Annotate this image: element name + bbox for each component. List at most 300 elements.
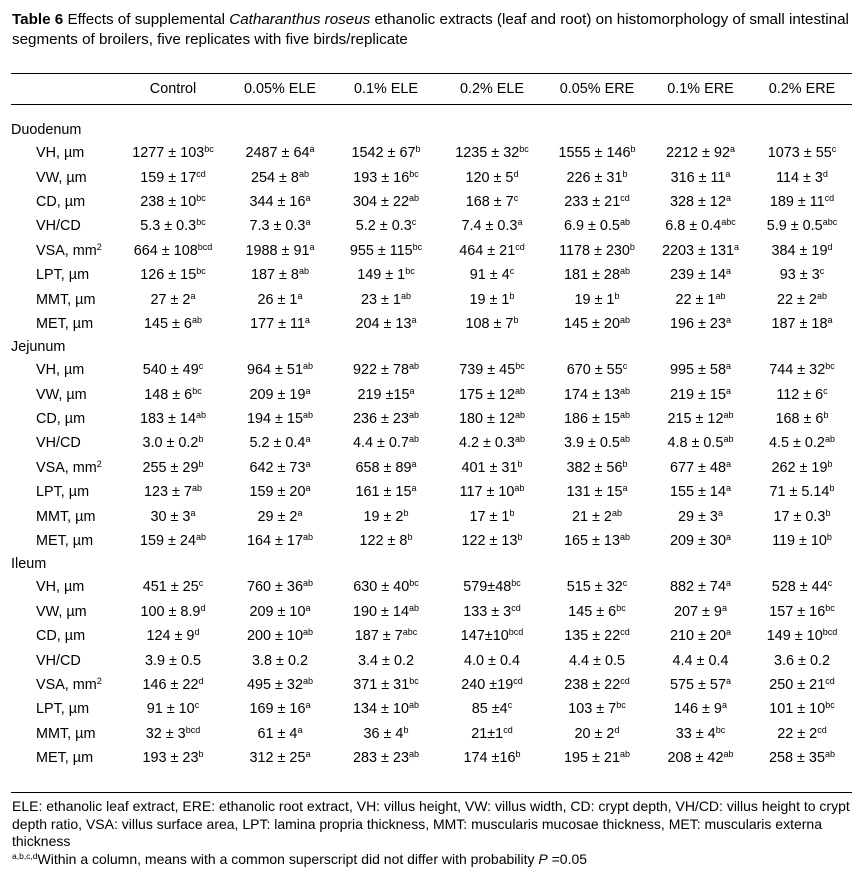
table-cell <box>545 165 649 189</box>
cell-value: 5.9 ± 0.5 <box>766 218 823 235</box>
cell-superscript: bc <box>192 385 202 396</box>
cell-value: 200 ± 10 <box>247 628 303 645</box>
row-label-text: LPT, µm <box>36 484 90 501</box>
cell-superscript: bc <box>196 266 206 277</box>
table-cell <box>227 624 333 648</box>
col-header: 0.05% ELE <box>243 80 316 97</box>
cell-value: 32 ± 3 <box>145 725 186 742</box>
cell-value: 4.4 ± 0.7 <box>353 435 409 452</box>
cell-value: 6.9 ± 0.5 <box>564 218 620 235</box>
cell-superscript: d <box>200 602 206 613</box>
cell-value: 2487 ± 64 <box>245 145 310 162</box>
cell-superscript: d <box>513 168 519 179</box>
cell-superscript: bc <box>515 361 525 372</box>
cell-superscript: ab <box>619 410 630 421</box>
cell-superscript: a <box>411 458 417 469</box>
cell-value: 145 ± 6 <box>144 315 192 332</box>
cell-value: 316 ± 11 <box>670 169 726 186</box>
row-label <box>11 141 119 165</box>
table-cell <box>333 190 439 214</box>
table-row <box>11 529 852 553</box>
cell-value: 575 ± 57 <box>670 677 726 693</box>
cell-value: 1542 ± 67 <box>351 145 416 162</box>
table-cell <box>119 358 227 382</box>
table-cell <box>545 673 649 697</box>
cell-value: 29 ± 2 <box>257 508 298 525</box>
cell-value: 168 ± 7 <box>465 193 514 210</box>
cell-superscript: ab <box>723 410 734 421</box>
cell-superscript: bc <box>825 602 835 613</box>
table-cell <box>333 383 439 407</box>
cell-superscript: a <box>725 314 731 325</box>
table-cell <box>752 239 852 263</box>
cell-superscript: a <box>305 700 311 711</box>
table-cell <box>119 624 227 648</box>
cell-value: 670 ± 55 <box>566 362 623 379</box>
col-header: 0.1% ELE <box>354 80 418 97</box>
cell-superscript: ab <box>514 434 525 445</box>
cell-superscript: b <box>826 532 832 543</box>
cell-superscript: c <box>622 578 628 589</box>
row-label <box>11 239 119 263</box>
cell-superscript: c <box>827 578 833 589</box>
table-cell <box>439 407 545 431</box>
cell-superscript: ab <box>400 290 411 301</box>
caption-species: Catharanthus roseus <box>229 11 371 28</box>
significance-superscripts: a,b,c,d <box>12 850 38 861</box>
cell-value: 1988 ± 91 <box>245 242 310 259</box>
table-row <box>11 480 852 504</box>
cell-superscript: a <box>190 290 196 301</box>
table-row <box>11 624 852 648</box>
cell-value: 236 ± 23 <box>353 411 409 428</box>
cell-value: 262 ± 19 <box>771 459 828 476</box>
row-label-text: MET, µm <box>36 533 94 550</box>
table-cell <box>649 697 752 721</box>
table-cell <box>119 673 227 697</box>
cell-value: 186 ± 15 <box>564 411 620 428</box>
cell-value: 149 ± 1 <box>357 267 406 284</box>
header-stub <box>11 73 119 104</box>
cell-value: 20 ± 2 <box>574 725 615 742</box>
table-cell <box>119 383 227 407</box>
cell-superscript: a <box>725 168 731 179</box>
cell-superscript: a <box>725 192 731 203</box>
cell-value: 7.3 ± 0.3 <box>249 218 306 235</box>
cell-value: 382 ± 56 <box>566 459 623 476</box>
table-cell <box>333 504 439 528</box>
table-cell <box>752 529 852 553</box>
table-cell <box>333 673 439 697</box>
cell-superscript: cd <box>515 241 525 252</box>
table-cell <box>227 358 333 382</box>
cell-value: 254 ± 8 <box>251 169 299 186</box>
cell-value: 209 ± 30 <box>670 533 726 550</box>
table-row <box>11 263 852 287</box>
row-label <box>11 673 119 697</box>
cell-value: 124 ± 9 <box>146 628 195 645</box>
cell-superscript: bc <box>825 361 835 372</box>
cell-superscript: a <box>304 314 310 325</box>
table-cell <box>333 407 439 431</box>
table-cell <box>439 214 545 238</box>
cell-value: 168 ± 6 <box>775 411 824 428</box>
table-cell <box>545 529 649 553</box>
cell-value: 17 ± 0.3 <box>773 508 826 525</box>
table-cell <box>333 456 439 480</box>
cell-superscript: ab <box>723 434 734 445</box>
cell-superscript: ab <box>408 361 419 372</box>
table-cell <box>439 312 545 336</box>
cell-superscript: ab <box>408 434 419 445</box>
cell-value: 312 ± 25 <box>249 750 306 767</box>
table-cell <box>545 600 649 624</box>
cell-superscript: d <box>198 676 204 686</box>
bottom-rule <box>11 792 852 793</box>
cell-value: 159 ± 20 <box>249 484 306 501</box>
cell-value: 5.2 ± 0.4 <box>249 435 306 452</box>
cell-superscript: ab <box>408 700 419 711</box>
table-cell <box>752 312 852 336</box>
cell-superscript: a <box>305 434 311 445</box>
cell-superscript: c <box>823 385 828 396</box>
section-row <box>11 553 852 575</box>
cell-value: 91 ± 10 <box>146 701 195 718</box>
row-label <box>11 165 119 189</box>
cell-value: 189 ± 11 <box>769 193 825 210</box>
table-row <box>11 456 852 480</box>
abbreviations-note: ELE: ethanolic leaf extract, ERE: ethanolic root extract, VH: villus height, VW: villus width, CD: crypt depth, VH/CD: villus height to crypt depth ratio, VSA: villus surface area, LPT: lamina propria thickness, MMT: muscularis mucosae thickness, MET: muscularis externa thickness <box>12 798 850 850</box>
row-label <box>11 407 119 431</box>
cell-value: 196 ± 23 <box>670 315 726 332</box>
table-cell <box>333 697 439 721</box>
cell-superscript: a <box>305 385 311 396</box>
cell-superscript: a <box>409 385 415 396</box>
cell-value: 451 ± 25 <box>142 579 199 596</box>
cell-value: 239 ± 14 <box>670 267 726 284</box>
cell-value: 250 ± 21 <box>769 677 826 693</box>
table-cell <box>752 263 852 287</box>
table-row <box>11 165 852 189</box>
cell-superscript: a <box>725 627 731 638</box>
table-cell <box>439 141 545 165</box>
table-row <box>11 214 852 238</box>
table-cell <box>752 141 852 165</box>
cell-value: 30 ± 3 <box>150 508 191 525</box>
cell-superscript: a <box>729 144 735 155</box>
significance-text: Within a column, means with a common superscript did not differ with probability <box>37 850 539 867</box>
cell-value: 103 ± 7 <box>568 701 617 718</box>
table-cell <box>227 697 333 721</box>
row-label <box>11 263 119 287</box>
table-cell <box>227 456 333 480</box>
table-cell <box>649 575 752 599</box>
row-label-text: VH/CD <box>36 435 81 452</box>
cell-value: 219 ±15 <box>357 386 410 403</box>
cell-superscript: c <box>507 700 513 711</box>
cell-value: 515 ± 32 <box>566 579 623 596</box>
table-cell <box>227 383 333 407</box>
cell-value: 112 ± 6 <box>776 386 824 403</box>
cell-value: 108 ± 7 <box>465 315 514 332</box>
cell-value: 61 ± 4 <box>257 725 298 742</box>
cell-value: 100 ± 8.9 <box>140 603 201 620</box>
cell-superscript: a <box>725 266 731 277</box>
cell-superscript: a <box>517 217 523 228</box>
cell-value: 6.8 ± 0.4 <box>665 218 722 235</box>
table-cell <box>545 214 649 238</box>
table-cell <box>649 504 752 528</box>
cell-superscript: ab <box>619 749 630 760</box>
row-label <box>11 575 119 599</box>
cell-superscript: a <box>305 602 311 613</box>
col-header: 0.2% ELE <box>460 80 524 97</box>
cell-value: 760 ± 36 <box>247 579 303 596</box>
cell-value: 147±10 <box>460 628 509 645</box>
cell-value: 85 ±4 <box>471 701 508 718</box>
cell-value: 3.6 ± 0.2 <box>774 652 830 669</box>
table-cell <box>545 312 649 336</box>
cell-superscript: a <box>725 361 731 372</box>
table-cell <box>545 504 649 528</box>
cell-value: 664 ± 108 <box>133 242 198 259</box>
cell-superscript: a <box>827 314 833 325</box>
cell-value: 579±48 <box>463 579 512 596</box>
cell-value: 101 ± 10 <box>769 701 826 718</box>
cell-value: 371 ± 31 <box>353 677 410 693</box>
cell-value: 93 ± 3 <box>779 267 820 284</box>
cell-value: 22 ± 2 <box>777 725 818 742</box>
row-label <box>11 287 119 311</box>
row-label <box>11 722 119 746</box>
cell-value: 210 ± 20 <box>670 628 726 645</box>
table-row <box>11 575 852 599</box>
table-row <box>11 358 852 382</box>
table-cell <box>752 358 852 382</box>
cell-superscript: b <box>829 483 835 494</box>
table-cell <box>227 287 333 311</box>
cell-value: 3.8 ± 0.2 <box>252 652 308 669</box>
cell-superscript: b <box>517 458 523 469</box>
cell-superscript: ab <box>619 314 630 325</box>
table-cell <box>227 407 333 431</box>
cell-value: 187 ± 7 <box>354 628 403 645</box>
cell-value: 190 ± 14 <box>353 603 409 620</box>
table-cell <box>439 358 545 382</box>
cell-superscript: a <box>733 241 739 252</box>
cell-value: 495 ± 32 <box>247 677 303 693</box>
cell-superscript: ab <box>195 410 206 421</box>
cell-superscript: ab <box>195 532 206 543</box>
table-cell <box>439 165 545 189</box>
cell-value: 955 ± 115 <box>349 242 413 259</box>
row-label-text: MET, µm <box>36 750 94 767</box>
table-cell <box>119 312 227 336</box>
section-heading: Duodenum <box>11 122 82 138</box>
cell-superscript: ab <box>723 749 734 760</box>
row-label <box>11 190 119 214</box>
cell-superscript: ab <box>408 410 419 421</box>
cell-superscript: c <box>622 361 628 372</box>
cell-value: 161 ± 15 <box>355 484 412 501</box>
table-cell <box>333 165 439 189</box>
table-cell <box>649 141 752 165</box>
table-cell <box>649 239 752 263</box>
cell-superscript: bc <box>409 676 419 686</box>
table-cell <box>752 746 852 770</box>
cell-value: 146 ± 22 <box>142 677 199 693</box>
cell-superscript: b <box>614 290 620 301</box>
cell-value: 540 ± 49 <box>142 362 199 379</box>
p-symbol: P <box>538 850 548 867</box>
cell-superscript: ab <box>408 749 419 760</box>
cell-superscript: a <box>305 483 311 494</box>
cell-value: 146 ± 9 <box>674 701 722 718</box>
table-cell <box>752 624 852 648</box>
cell-value: 209 ± 19 <box>249 386 306 403</box>
table-cell <box>649 480 752 504</box>
cell-value: 134 ± 10 <box>353 701 409 718</box>
cell-value: 4.4 ± 0.4 <box>672 652 729 669</box>
table-cell <box>752 190 852 214</box>
cell-value: 304 ± 22 <box>353 193 409 210</box>
table-cell <box>119 529 227 553</box>
cell-value: 3.9 ± 0.5 <box>564 435 620 452</box>
cell-superscript: bc <box>196 217 206 228</box>
table-cell <box>752 722 852 746</box>
table-cell <box>649 624 752 648</box>
cell-superscript: ab <box>824 434 835 445</box>
row-label-text: MMT, µm <box>36 725 96 742</box>
cell-value: 133 ± 3 <box>463 603 512 620</box>
cell-superscript: ab <box>408 602 419 613</box>
table-cell <box>119 407 227 431</box>
table-cell <box>545 624 649 648</box>
table-row <box>11 312 852 336</box>
row-label <box>11 624 119 648</box>
table-cell <box>752 287 852 311</box>
table-cell <box>227 165 333 189</box>
histomorphology-table <box>11 73 852 770</box>
table-cell <box>545 358 649 382</box>
table-cell <box>227 263 333 287</box>
table-cell <box>333 600 439 624</box>
cell-superscript: c <box>198 361 204 372</box>
table-label: Table 6 <box>12 11 64 28</box>
cell-superscript: bc <box>616 700 626 711</box>
cell-value: 642 ± 73 <box>249 459 306 476</box>
table-cell <box>439 263 545 287</box>
row-label <box>11 312 119 336</box>
table-cell <box>439 190 545 214</box>
table-cell <box>752 407 852 431</box>
cell-superscript: cd <box>824 192 835 203</box>
table-cell <box>439 697 545 721</box>
table-cell <box>439 239 545 263</box>
cell-value: 181 ± 28 <box>564 267 620 284</box>
row-label <box>11 697 119 721</box>
row-label-text: VH, µm <box>36 362 85 379</box>
row-label <box>11 431 119 455</box>
table-cell <box>119 456 227 480</box>
table-cell <box>649 312 752 336</box>
significance-note <box>12 851 854 869</box>
cell-superscript: bc <box>412 241 423 252</box>
table-cell <box>227 746 333 770</box>
cell-superscript: c <box>509 266 515 277</box>
cell-superscript: a <box>411 483 417 494</box>
cell-superscript: b <box>509 290 515 301</box>
cell-value: 145 ± 6 <box>568 603 617 620</box>
cell-superscript: ab <box>619 217 630 228</box>
cell-value: 29 ± 3 <box>678 508 718 525</box>
table-cell <box>545 407 649 431</box>
cell-superscript: bcd <box>822 627 838 638</box>
table-cell <box>752 383 852 407</box>
caption-text-after: ethanolic extracts (leaf and root) on histomorphology of small intestinal segments of broilers, five replicates with five birds/replicate <box>12 11 849 48</box>
table-cell <box>545 239 649 263</box>
cell-superscript: c <box>198 578 204 589</box>
cell-superscript: b <box>827 458 833 469</box>
cell-superscript: bcd <box>197 241 213 252</box>
table-cell <box>439 456 545 480</box>
cell-value: 19 ± 2 <box>363 508 404 525</box>
cell-value: 169 ± 16 <box>249 701 306 718</box>
cell-value: 195 ± 21 <box>564 750 620 767</box>
cell-superscript: d <box>614 724 620 735</box>
table-cell <box>333 746 439 770</box>
cell-value: 21±1 <box>471 725 504 742</box>
table-cell <box>439 746 545 770</box>
cell-value: 164 ± 17 <box>247 533 303 550</box>
cell-value: 159 ± 24 <box>140 533 196 550</box>
cell-superscript: a <box>411 314 417 325</box>
cell-superscript: bc <box>196 192 206 203</box>
table-cell <box>333 358 439 382</box>
cell-value: 180 ± 12 <box>459 411 515 428</box>
cell-value: 219 ± 15 <box>670 386 726 403</box>
row-label-text: VW, µm <box>36 603 87 620</box>
col-header: Control <box>149 80 197 97</box>
cell-value: 677 ± 48 <box>670 459 726 476</box>
cell-superscript: a <box>190 507 196 518</box>
table-cell <box>649 529 752 553</box>
table-cell <box>333 141 439 165</box>
row-label <box>11 214 119 238</box>
cell-value: 193 ± 16 <box>353 169 410 186</box>
cell-superscript: b <box>825 507 831 518</box>
cell-superscript: ab <box>191 314 202 325</box>
cell-superscript: b <box>823 410 829 421</box>
cell-superscript: cd <box>196 168 206 179</box>
table-body <box>11 104 852 770</box>
cell-value: 177 ± 11 <box>250 315 305 332</box>
table-cell <box>752 504 852 528</box>
table-row <box>11 648 852 672</box>
cell-superscript: a <box>309 144 315 155</box>
row-label-text: MET, µm <box>36 315 94 332</box>
cell-superscript: b <box>630 144 636 155</box>
cell-superscript: b <box>629 241 635 252</box>
row-label-text: VH, µm <box>36 145 85 162</box>
cell-superscript: cd <box>513 676 523 686</box>
table-cell <box>649 287 752 311</box>
table-cell <box>439 504 545 528</box>
table-row <box>11 383 852 407</box>
row-label-text: VSA, mm <box>36 677 97 693</box>
cell-value: 17 ± 1 <box>469 508 510 525</box>
row-label-text: VH, µm <box>36 579 85 596</box>
